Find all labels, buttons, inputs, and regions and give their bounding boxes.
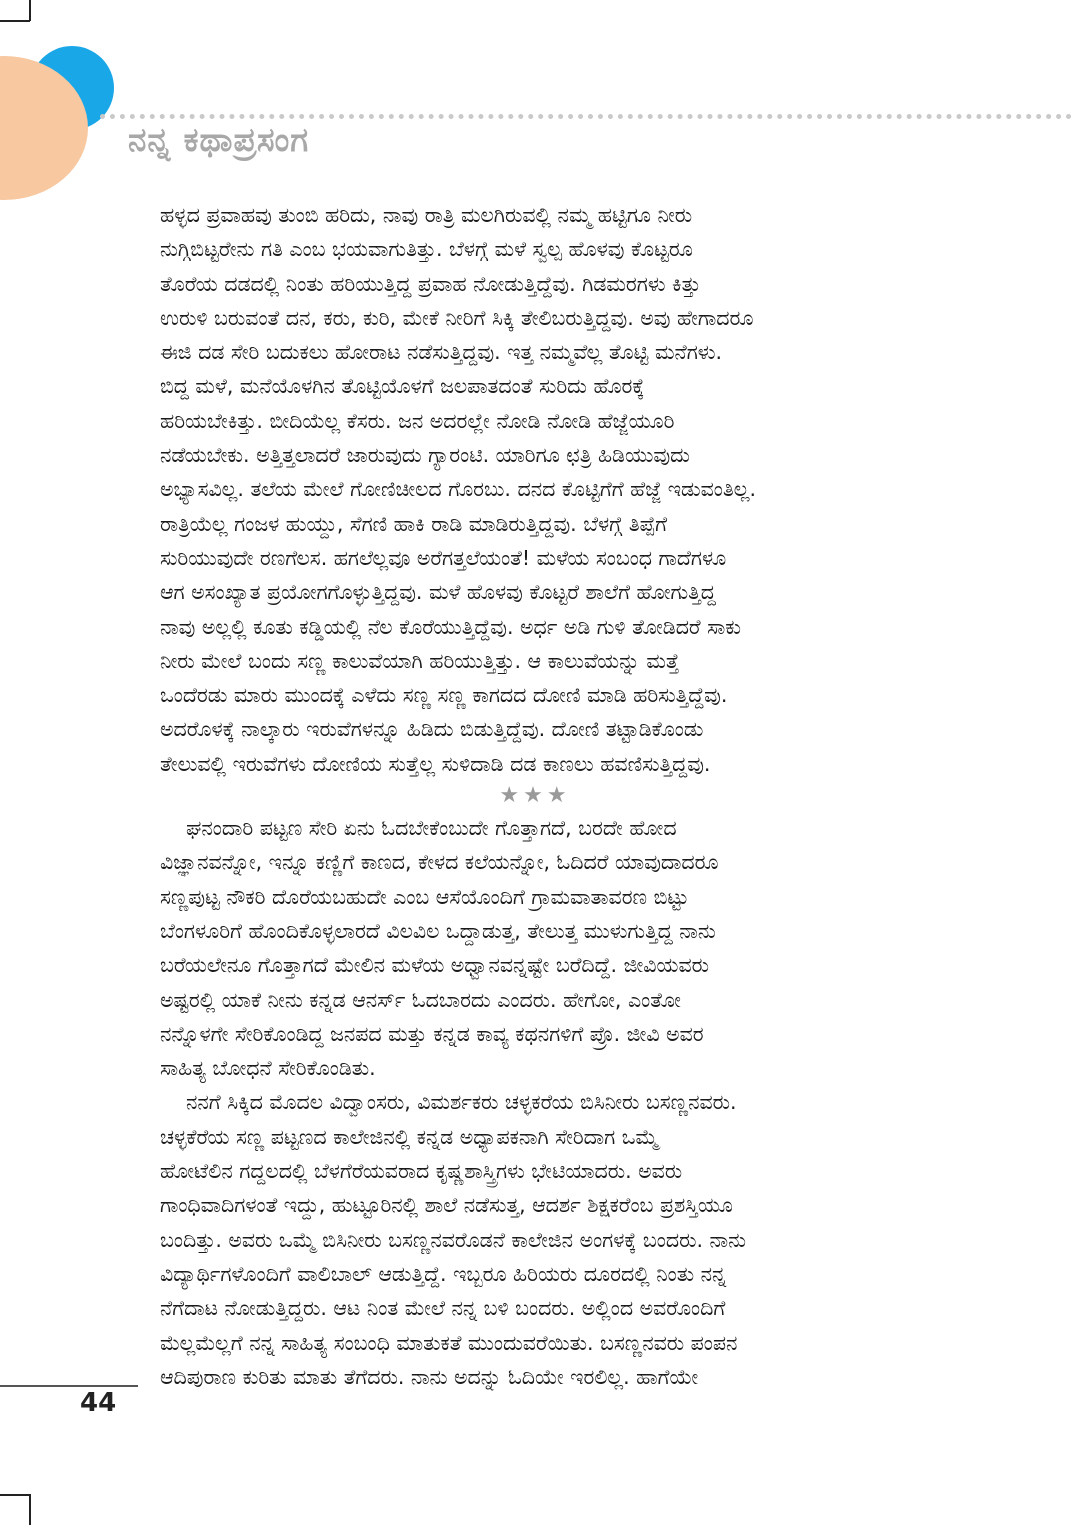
- text-line: ನನಗೆ ಸಿಕ್ಕಿದ ಮೊದಲ ವಿದ್ವಾಂಸರು, ವಿಮರ್ಶಕರು ಚಳ್ಳಕರೆಯ ಬಿಸಿನೀರು ಬಸಣ್ಣನವರು.: [186, 1090, 737, 1115]
- text-line: ಗಾಂಧಿವಾದಿಗಳಂತೆ ಇದ್ದು, ಹುಟ್ಟೂರಿನಲ್ಲಿ ಶಾಲೆ ನಡೆಸುತ್ತ, ಆದರ್ಶ ಶಿಕ್ಷಕರೆಂಬ ಪ್ರಶಸ್ತಿಯೂ: [160, 1193, 733, 1218]
- text-line: ಮೆಲ್ಲಮೆಲ್ಲಗೆ ನನ್ನ ಸಾಹಿತ್ಯ ಸಂಬಂಧಿ ಮಾತುಕತೆ ಮುಂದುವರೆಯಿತು. ಬಸಣ್ಣನವರು ಪಂಪನ: [160, 1330, 738, 1355]
- page-number: 44: [80, 1388, 117, 1418]
- text-line: ತೇಲುವಲ್ಲಿ ಇರುವೆಗಳು ದೋಣಿಯ ಸುತ್ತೆಲ್ಲ ಸುಳಿದಾಡಿ ದಡ ಕಾಣಲು ಹವಣಿಸುತ್ತಿದ್ದವು.: [160, 751, 711, 776]
- text-line: ನುಗ್ಗಿಬಿಟ್ಟರೇನು ಗತಿ ಎಂಬ ಭಯವಾಗುತಿತ್ತು. ಬೆಳಗ್ಗೆ ಮಳೆ ಸ್ವಲ್ಪ ಹೊಳವು ಕೊಟ್ಟರೂ: [160, 237, 693, 262]
- text-line: ಬಿದ್ದ ಮಳೆ, ಮನೆಯೊಳಗಿನ ತೊಟ್ಟಿಯೊಳಗೆ ಜಲಪಾತದಂತೆ ಸುರಿದು ಹೊರಕ್ಕೆ: [160, 374, 645, 399]
- text-line: ವಿಜ್ಞಾನವನ್ನೋ, ಇನ್ನೂ ಕಣ್ಣಿಗೆ ಕಾಣದ, ಕೇಳದ ಕಲೆಯನ್ನೋ, ಓದಿದರೆ ಯಾವುದಾದರೂ: [160, 850, 719, 875]
- footer-rule: [0, 1385, 138, 1387]
- chapter-title: ನನ್ನ ಕಥಾಪ್ರಸಂಗ: [128, 120, 310, 159]
- crop-mark-bottom-left-vertical: [29, 1494, 31, 1525]
- paragraph-2: [160, 811, 910, 1085]
- header-dotted-rule: [100, 114, 1072, 119]
- text-line: ನಡೆಯಬೇಕು. ಅತ್ತಿತ್ತಲಾದರೆ ಜಾರುವುದು ಗ್ಯಾರಂಟಿ. ಯಾರಿಗೂ ಛತ್ರಿ ಹಿಡಿಯುವುದು: [160, 443, 690, 468]
- text-line: ಈಜಿ ದಡ ಸೇರಿ ಬದುಕಲು ಹೋರಾಟ ನಡೆಸುತ್ತಿದ್ದವು. ಇತ್ತ ನಮ್ಮವೆಲ್ಲ ತೊಟ್ಟಿ ಮನೆಗಳು.: [160, 340, 722, 365]
- text-line: ಅಷ್ಟರಲ್ಲಿ ಯಾಕೆ ನೀನು ಕನ್ನಡ ಆನರ್ಸ್ ಓದಬಾರದು ಎಂದರು. ಹೇಗೋ, ಎಂತೋ: [160, 987, 681, 1012]
- text-line: ಸಣ್ಣಪುಟ್ಟ ನೌಕರಿ ದೊರೆಯಬಹುದೇ ಎಂಬ ಆಸೆಯೊಂದಿಗೆ ಗ್ರಾಮವಾತಾವರಣ ಬಿಟ್ಟು: [160, 884, 689, 909]
- crop-mark-top-left-vertical: [29, 0, 31, 21]
- section-separator: ★★★: [499, 783, 571, 809]
- text-line: ಅದರೊಳಕ್ಕೆ ನಾಲ್ಕಾರು ಇರುವೆಗಳನ್ನೂ ಹಿಡಿದು ಬಿಡುತ್ತಿದ್ದೆವು. ದೋಣಿ ತಟ್ಟಾಡಿಕೊಂಡು: [160, 717, 704, 742]
- text-line: ನೆಗೆದಾಟ ನೋಡುತ್ತಿದ್ದರು. ಆಟ ನಿಂತ ಮೇಲೆ ನನ್ನ ಬಳಿ ಬಂದರು. ಅಲ್ಲಿಂದ ಅವರೊಂದಿಗೆ: [160, 1296, 726, 1321]
- text-line: ಅಭ್ಯಾಸವಿಲ್ಲ. ತಲೆಯ ಮೇಲೆ ಗೋಣಿಚೀಲದ ಗೊರಬು. ದನದ ಕೊಟ್ಟಿಗೆಗೆ ಹೆಜ್ಜೆ ಇಡುವಂತಿಲ್ಲ.: [160, 477, 756, 502]
- text-line: ಒಂದೆರಡು ಮಾರು ಮುಂದಕ್ಕೆ ಎಳೆದು ಸಣ್ಣ ಸಣ್ಣ ಕಾಗದದ ದೋಣಿ ಮಾಡಿ ಹರಿಸುತ್ತಿದ್ದೆವು.: [160, 683, 728, 708]
- text-line: ಉರುಳಿ ಬರುವಂತೆ ದನ, ಕರು, ಕುರಿ, ಮೇಕೆ ನೀರಿಗೆ ಸಿಕ್ಕಿ ತೇಲಿಬರುತ್ತಿದ್ದವು. ಅವು ಹೇಗಾದರೂ: [160, 305, 754, 330]
- text-line: ನನ್ನೊಳಗೇ ಸೇರಿಕೊಂಡಿದ್ದ ಜನಪದ ಮತ್ತು ಕನ್ನಡ ಕಾವ್ಯ ಕಥನಗಳಿಗೆ ಪ್ರೊ. ಜೀವಿ ಅವರ: [160, 1021, 704, 1046]
- text-line: ಆದಿಪುರಾಣ ಕುರಿತು ಮಾತು ತೆಗೆದರು. ನಾನು ಅದನ್ನು ಓದಿಯೇ ಇರಲಿಲ್ಲ. ಹಾಗೆಯೇ: [160, 1364, 699, 1389]
- text-line: ಹೋಟೆಲಿನ ಗದ್ದಲದಲ್ಲಿ ಬೆಳಗೆರೆಯವರಾದ ಕೃಷ್ಣಶಾಸ್ತ್ರಿಗಳು ಭೇಟಿಯಾದರು. ಅವರು: [160, 1159, 683, 1184]
- text-line: ಸಾಹಿತ್ಯ ಬೋಧನೆ ಸೇರಿಕೊಂಡಿತು.: [160, 1056, 376, 1081]
- paragraph-1: [160, 198, 910, 781]
- crop-mark-bottom-left: [0, 1494, 30, 1496]
- text-line: ಸುರಿಯುವುದೇ ರಣಗೆಲಸ. ಹಗಲೆಲ್ಲವೂ ಅರೆಗತ್ತಲೆಯಂತೆ! ಮಳೆಯ ಸಂಬಂಧ ಗಾದೆಗಳೂ: [160, 545, 727, 570]
- body-text: [160, 198, 910, 1394]
- crop-mark-top-left: [0, 20, 30, 22]
- text-line: ಬರೆಯಲೇನೂ ಗೊತ್ತಾಗದೆ ಮೇಲಿನ ಮಳೆಯ ಅಧ್ವಾನವನ್ನಷ್ಟೇ ಬರೆದಿದ್ದೆ. ಜೀವಿಯವರು: [160, 953, 709, 978]
- text-line: ನಾವು ಅಲ್ಲಲ್ಲಿ ಕೂತು ಕಡ್ಡಿಯಲ್ಲಿ ನೆಲ ಕೊರೆಯುತ್ತಿದ್ದೆವು. ಅರ್ಧ ಅಡಿ ಗುಳಿ ತೋಡಿದರೆ ಸಾಕು: [160, 614, 741, 639]
- text-line: ಹಳ್ಳದ ಪ್ರವಾಹವು ತುಂಬಿ ಹರಿದು, ನಾವು ರಾತ್ರಿ ಮಲಗಿರುವಲ್ಲಿ ನಮ್ಮ ಹಟ್ಟಿಗೂ ನೀರು: [160, 203, 693, 227]
- paragraph-3: [160, 1085, 910, 1394]
- text-line: ನೀರು ಮೇಲೆ ಬಂದು ಸಣ್ಣ ಕಾಲುವೆಯಾಗಿ ಹರಿಯುತ್ತಿತ್ತು. ಆ ಕಾಲುವೆಯನ್ನು ಮತ್ತೆ: [160, 648, 680, 673]
- text-line: ತೊರೆಯ ದಡದಲ್ಲಿ ನಿಂತು ಹರಿಯುತ್ತಿದ್ದ ಪ್ರವಾಹ ನೋಡುತ್ತಿದ್ದೆವು. ಗಿಡಮರಗಳು ಕಿತ್ತು: [160, 271, 701, 296]
- text-line: ಹರಿಯಬೇಕಿತ್ತು. ಬೀದಿಯೆಲ್ಲ ಕೆಸರು. ಜನ ಅದರಲ್ಲೇ ನೋಡಿ ನೋಡಿ ಹೆಜ್ಜೆಯೂರಿ: [160, 408, 675, 433]
- text-line: ಘನಂದಾರಿ ಪಟ್ಟಣ ಸೇರಿ ಏನು ಓದಬೇಕೆಂಬುದೇ ಗೊತ್ತಾಗದೆ, ಬರದೇ ಹೋದ: [186, 816, 677, 841]
- text-line: ಆಗ ಅಸಂಖ್ಯಾತ ಪ್ರಯೋಗಗೊಳ್ಳುತ್ತಿದ್ದವು. ಮಳೆ ಹೊಳವು ಕೊಟ್ಟರೆ ಶಾಲೆಗೆ ಹೋಗುತ್ತಿದ್ದ: [160, 580, 716, 605]
- text-line: ಚಳ್ಳಕೆರೆಯ ಸಣ್ಣ ಪಟ್ಟಣದ ಕಾಲೇಜಿನಲ್ಲಿ ಕನ್ನಡ ಅಧ್ಯಾಪಕನಾಗಿ ಸೇರಿದಾಗ ಒಮ್ಮೆ: [160, 1124, 659, 1149]
- text-line: ವಿದ್ಯಾರ್ಥಿಗಳೊಂದಿಗೆ ವಾಲಿಬಾಲ್ ಆಡುತ್ತಿದ್ದೆ. ಇಬ್ಬರೂ ಹಿರಿಯರು ದೂರದಲ್ಲಿ ನಿಂತು ನನ್ನ: [160, 1261, 727, 1286]
- text-line: ಬಂದಿತ್ತು. ಅವರು ಒಮ್ಮೆ ಬಿಸಿನೀರು ಬಸಣ್ಣನವರೊಡನೆ ಕಾಲೇಜಿನ ಅಂಗಳಕ್ಕೆ ಬಂದರು. ನಾನು: [160, 1227, 747, 1252]
- text-line: ರಾತ್ರಿಯೆಲ್ಲ ಗಂಜಳ ಹುಯ್ದು, ಸೆಗಣಿ ಹಾಕಿ ರಾಡಿ ಮಾಡಿರುತ್ತಿದ್ದವು. ಬೆಳಗ್ಗೆ ತಿಪ್ಪೆಗೆ: [160, 511, 668, 536]
- text-line: ಬೆಂಗಳೂರಿಗೆ ಹೊಂದಿಕೊಳ್ಳಲಾರದೆ ವಿಲವಿಲ ಒದ್ದಾಡುತ್ತ, ತೇಲುತ್ತ ಮುಳುಗುತ್ತಿದ್ದ ನಾನು: [160, 918, 716, 943]
